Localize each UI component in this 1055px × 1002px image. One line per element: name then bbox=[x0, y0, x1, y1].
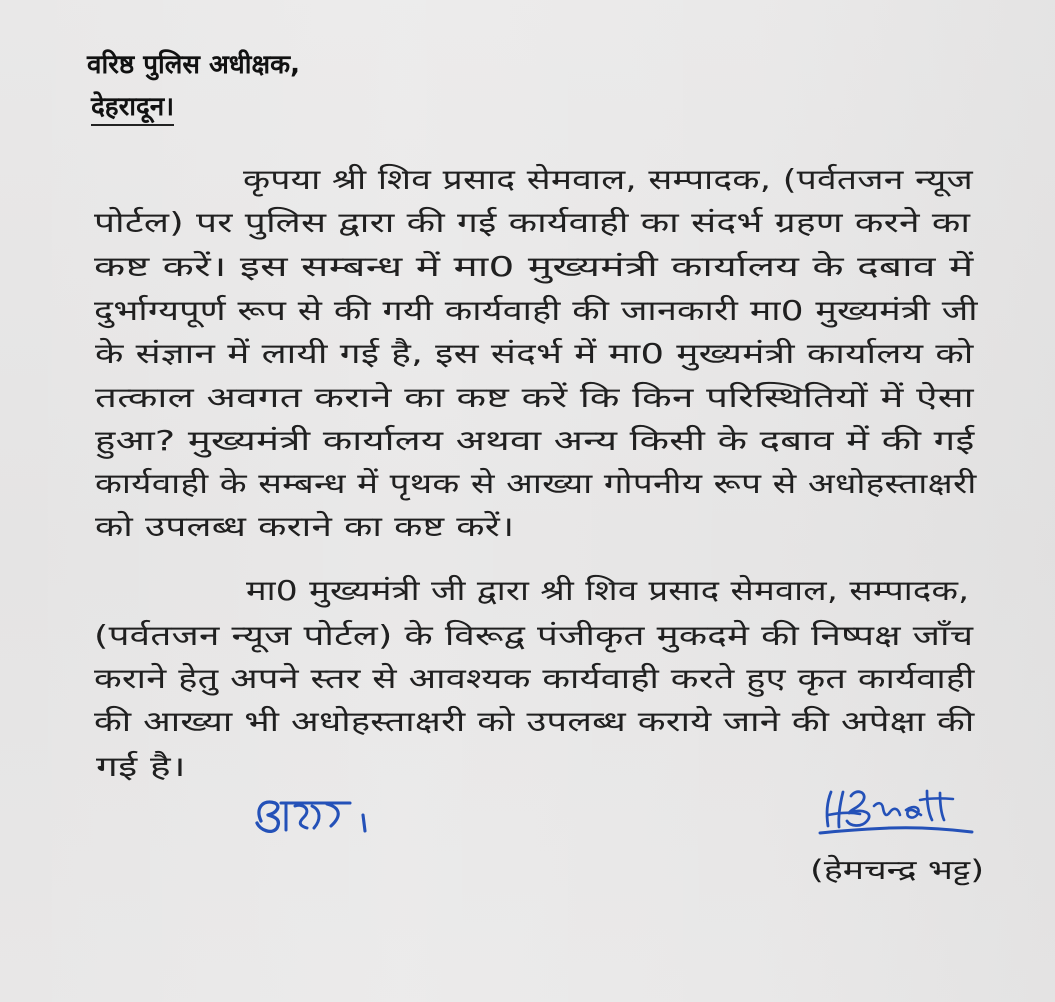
paragraph-2-line-3: कराने हेतु अपने स्तर से आवश्यक कार्यवाही करते हुए कृत कार्यवाही bbox=[94, 662, 975, 695]
paragraph-1-line-9: को उपलब्ध कराने का कष्ट करें। bbox=[95, 510, 515, 543]
recipient-title: वरिष्ठ पुलिस अधीक्षक, bbox=[87, 50, 301, 80]
paragraph-1-line-7: हुआ? मुख्यमंत्री कार्यालय अथवा अन्य किसी के दबाव में की गई bbox=[95, 424, 975, 457]
paragraph-1-line-3: कष्ट करें। इस सम्बन्ध में मा0 मुख्यमंत्री कार्यालय के दबाव में bbox=[94, 250, 974, 283]
paragraph-1-line-1: कृपया श्री शिव प्रसाद सेमवाल, सम्पादक, (पर्वतजन न्यूज bbox=[243, 163, 973, 196]
paragraph-1-line-2: पोर्टल) पर पुलिस द्वारा की गई कार्यवाही का संदर्भ ग्रहण करने का bbox=[94, 206, 971, 239]
paragraph-2-line-5: गई है। bbox=[96, 750, 186, 783]
paragraph-1-line-8: कार्यवाही के सम्बन्ध में पृथक से आख्या गोपनीय रूप से अधोहस्ताक्षरी bbox=[95, 467, 977, 500]
paragraph-1-line-5: के संज्ञान में लायी गई है, इस संदर्भ में मा0 मुख्यमंत्री कार्यालय को bbox=[95, 337, 974, 370]
paragraph-1-line-6: तत्काल अवगत कराने का कष्ट करें कि किन परिस्थितियों में ऐसा bbox=[95, 381, 974, 414]
signatory-name: (हेमचन्द्र भट्ट) bbox=[810, 855, 985, 886]
paragraph-2-line-1: मा0 मुख्यमंत्री जी द्वारा श्री शिव प्रसाद सेमवाल, सम्पादक, bbox=[246, 574, 970, 607]
paragraph-2-line-4: की आख्या भी अधोहस्ताक्षरी को उपलब्ध कराये जाने की अपेक्षा की bbox=[94, 705, 975, 738]
recipient-city: देहरादून। bbox=[91, 87, 174, 126]
closing-handwritten-sadar bbox=[247, 790, 377, 838]
paragraph-2-line-2: (पर्वतजन न्यूज पोर्टल) के विरूद्व पंजीकृत मुकदमे की निष्पक्ष जाँच bbox=[94, 619, 974, 652]
paragraph-1-line-4: दुर्भाग्यपूर्ण रूप से की गयी कार्यवाही की जानकारी मा0 मुख्यमंत्री जी bbox=[94, 294, 978, 327]
signature-handwritten bbox=[816, 784, 988, 847]
